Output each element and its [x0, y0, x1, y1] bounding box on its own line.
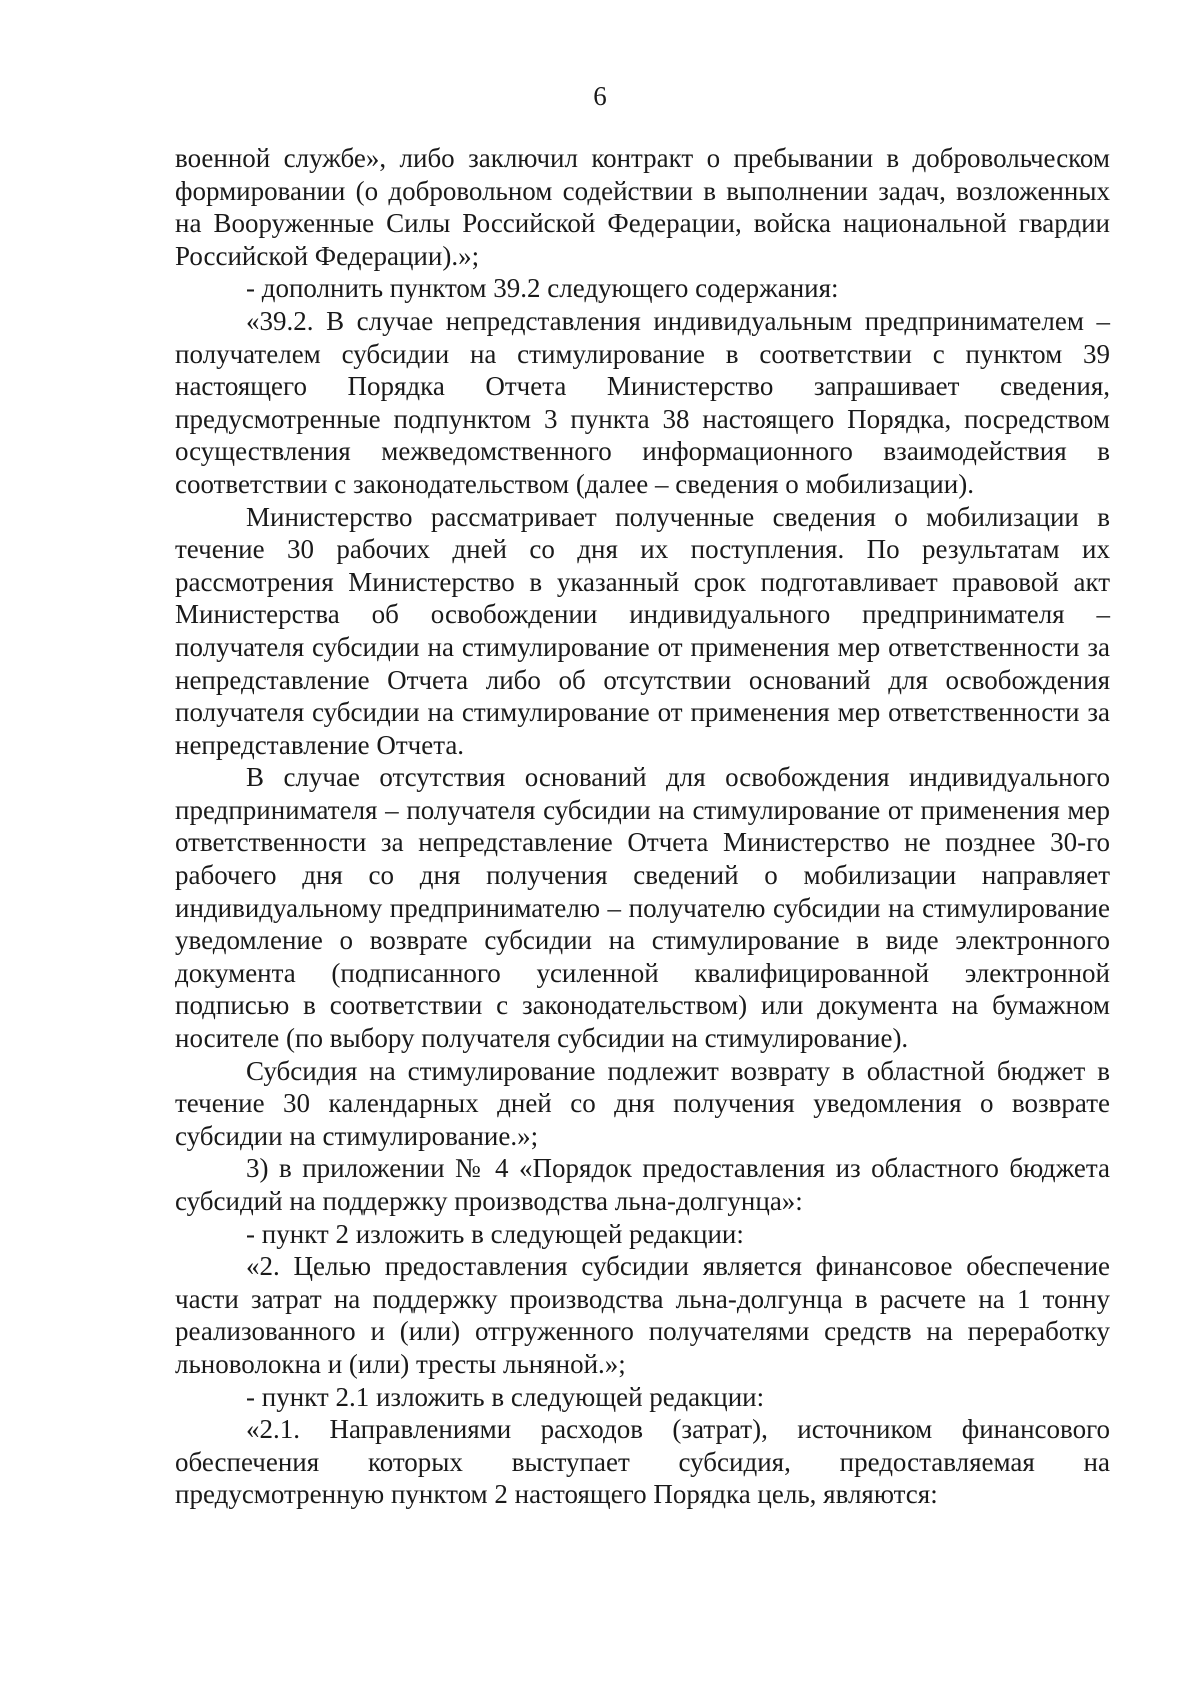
paragraph-continuation: военной службе», либо заключил контракт о пребывании в добровольческом формировании (о добровольном содействии в выполнении задач, возложенных на Вооруженные Силы Российской Федерации, войска национальной гвардии Российской Федерации).»;	[175, 143, 1110, 271]
paragraph-item-2-1-intro: - пункт 2.1 изложить в следующей редакции:	[246, 1381, 765, 1412]
page-number: 6	[593, 81, 607, 111]
paragraph-item-2-intro: - пункт 2 изложить в следующей редакции:	[246, 1218, 744, 1249]
document-body	[175, 142, 1110, 1511]
paragraph-subsidy-return: Субсидия на стимулирование подлежит возврату в областной бюджет в течение 30 календарных дней со дня получения уведомления о возврате субсидии на стимулирование.»;	[175, 1055, 1110, 1151]
paragraph-appendix-4: 3) в приложении № 4 «Порядок предоставления из областного бюджета субсидий на поддержку производства льна-долгунца»:	[175, 1153, 1110, 1216]
paragraph-no-grounds: В случае отсутствия оснований для освобождения индивидуального предпринимателя – получателя субсидии на стимулирование от применения мер ответственности за непредставление Отчета Министерство не позднее 30-го рабочего дня со дня получения сведений о мобилизации направляет индивидуальному предпринимателю – получателю субсидии на стимулирование уведомление о возврате субсидии на стимулирование в виде электронного документа (подписанного усиленной квалифицированной электронной подписью в соответствии с законодательством) или документа на бумажном носителе (по выбору получателя субсидии на стимулирование).	[175, 762, 1110, 1054]
paragraph-39-2-text: «39.2. В случае непредставления индивидуальным предпринимателем – получателем субсидии на стимулирование в соответствии с пунктом 39 настоящего Порядка Отчета Министерство запрашивает сведения, предусмотренные подпунктом 3 пункта 38 настоящего Порядка, посредством осуществления межведомственного информационного взаимодействия в соответствии с законодательством (далее – сведения о мобилизации).	[175, 305, 1110, 499]
paragraph-amendment-39-2-intro: - дополнить пунктом 39.2 следующего содержания:	[246, 273, 839, 304]
paragraph-ministry-review: Министерство рассматривает полученные сведения о мобилизации в течение 30 рабочих дней со дня их поступления. По результатам их рассмотрения Министерство в указанный срок подготавливает правовой акт Министерства об освобождении индивидуального предпринимателя – получателя субсидии на стимулирование от применения мер ответственности за непредставление Отчета либо об отсутствии оснований для освобождения получателя субсидии на стимулирование от применения мер ответственности за непредставление Отчета.	[175, 501, 1110, 760]
paragraph-item-2-text: «2. Целью предоставления субсидии является финансовое обеспечение части затрат на поддержку производства льна-долгунца в расчете на 1 тонну реализованного и (или) отгруженного получателями средств на переработку льноволокна и (или) тресты льняной.»;	[175, 1251, 1110, 1379]
paragraph-item-2-1-text: «2.1. Направлениями расходов (затрат), источником финансового обеспечения которых выступает субсидия, предоставляемая на предусмотренную пунктом 2 настоящего Порядка цель, являются:	[175, 1414, 1110, 1510]
